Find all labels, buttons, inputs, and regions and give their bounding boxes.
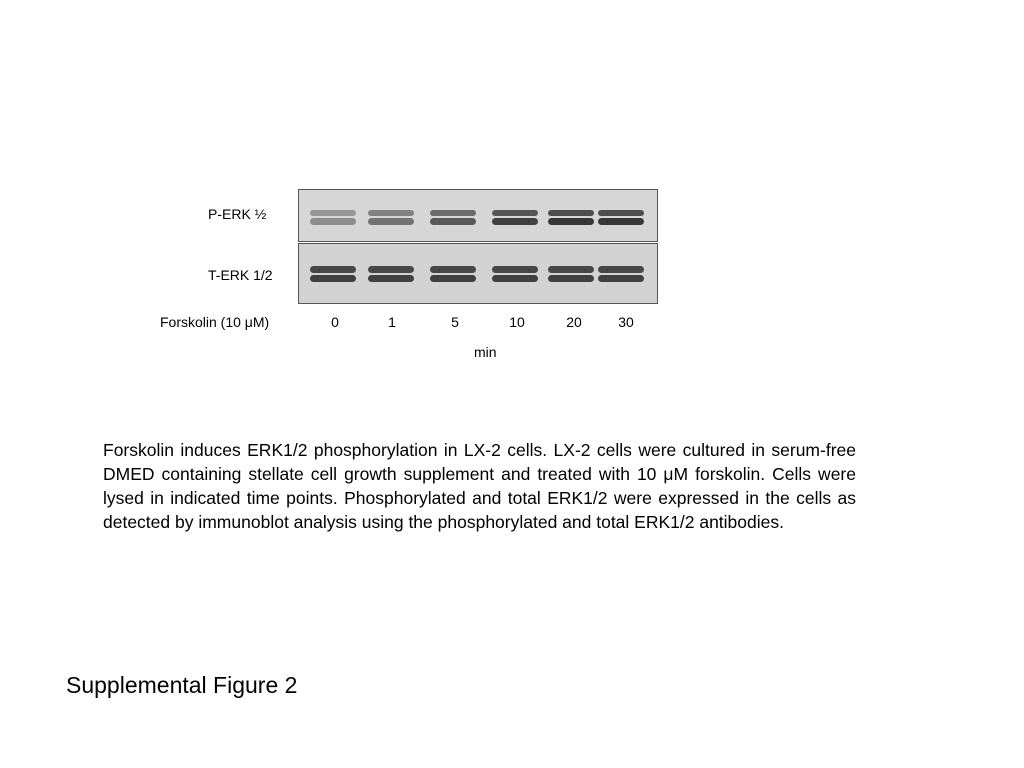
t-erk-blot: [298, 243, 658, 304]
p-erk-band-1-1: [368, 218, 414, 225]
figure-title: Supplemental Figure 2: [66, 672, 298, 698]
p-erk-band-3-1: [492, 218, 538, 225]
t-erk-band-4-0: [548, 266, 594, 273]
t-erk-band-5-1: [598, 275, 644, 282]
treatment-label: Forskolin (10 μM): [160, 314, 270, 330]
p-erk-blot-image: [299, 190, 657, 241]
p-erk-band-4-1: [548, 218, 594, 225]
p-erk-band-5-0: [598, 210, 644, 216]
p-erk-band-2-1: [430, 218, 476, 225]
t-erk-band-1-0: [368, 266, 414, 273]
p-erk-blot: [298, 189, 658, 242]
t-erk-label: T-ERK 1/2: [208, 267, 273, 283]
t-erk-blot-image: [299, 244, 657, 303]
t-erk-band-4-1: [548, 275, 594, 282]
p-erk-band-0-0: [310, 210, 356, 216]
t-erk-band-0-1: [310, 275, 356, 282]
t-erk-band-3-1: [492, 275, 538, 282]
lane-label-1: 1: [388, 314, 396, 330]
t-erk-band-0-0: [310, 266, 356, 273]
p-erk-band-1-0: [368, 210, 414, 216]
time-unit-label: min: [474, 344, 497, 360]
p-erk-label: P-ERK ½: [208, 206, 267, 222]
t-erk-band-3-0: [492, 266, 538, 273]
t-erk-band-2-1: [430, 275, 476, 282]
p-erk-band-2-0: [430, 210, 476, 216]
figure-caption: Forskolin induces ERK1/2 phosphorylation in LX-2 cells. LX-2 cells were cultured in serum-free DMED containing stellate cell growth supplement and treated with 10 μM forskolin. Cells were lysed in indicated time points. Phosphorylated and total ERK1/2 were expressed in the cells as detected by immunoblot analysis using the phosphorylated and total ERK1/2 antibodies.: [103, 440, 856, 532]
t-erk-band-1-1: [368, 275, 414, 282]
lane-label-0: 0: [331, 314, 339, 330]
t-erk-band-2-0: [430, 266, 476, 273]
p-erk-band-4-0: [548, 210, 594, 216]
p-erk-band-5-1: [598, 218, 644, 225]
lane-label-10: 10: [509, 314, 525, 330]
t-erk-band-5-0: [598, 266, 644, 273]
lane-label-5: 5: [451, 314, 459, 330]
p-erk-band-0-1: [310, 218, 356, 225]
lane-label-20: 20: [566, 314, 582, 330]
p-erk-band-3-0: [492, 210, 538, 216]
lane-label-30: 30: [618, 314, 634, 330]
